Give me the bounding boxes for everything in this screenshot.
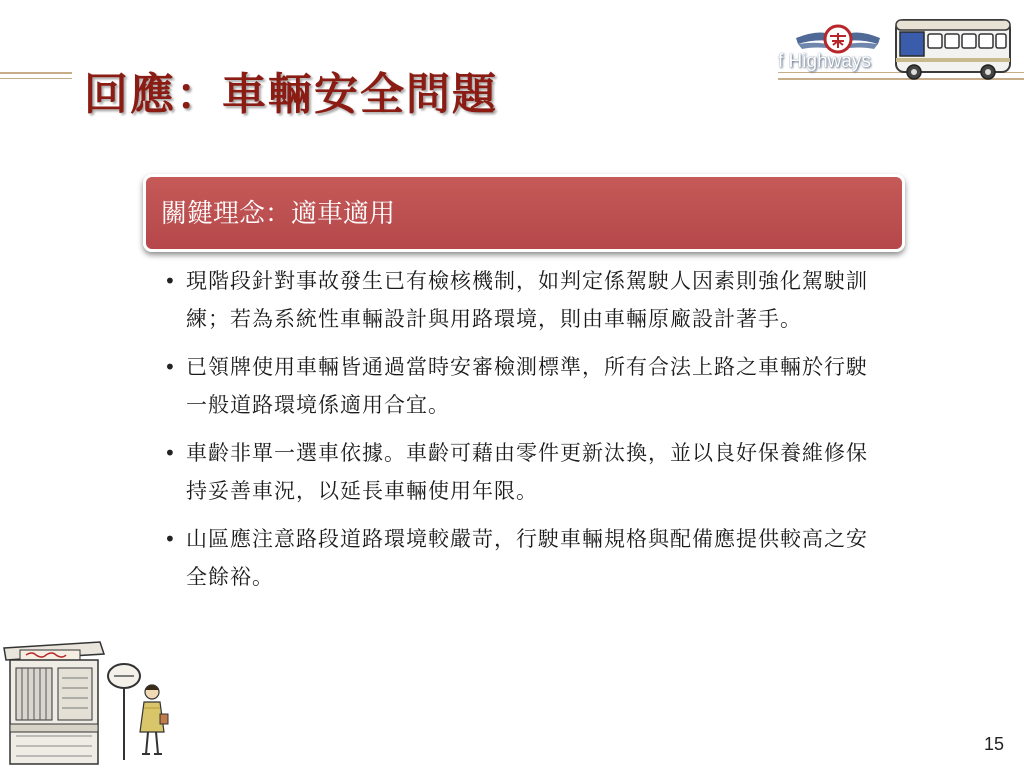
bullet-dot-icon: • bbox=[164, 269, 176, 293]
bullet-dot-icon: • bbox=[164, 355, 176, 379]
bullet-text: 山區應注意路段道路環境較嚴苛，行駛車輛規格與配備應提供較高之安全餘裕。 bbox=[186, 527, 868, 589]
slide-title: 回應：車輛安全問題 bbox=[84, 69, 498, 120]
list-item bbox=[158, 434, 888, 510]
bullet-text: 現階段針對事故發生已有檢核機制，如判定係駕駛人因素則強化駕駛訓練；若為系統性車輛設計與用路環境，則由車輛原廠設計著手。 bbox=[186, 269, 868, 331]
header-rule-left-thin bbox=[0, 78, 72, 79]
list-item bbox=[158, 520, 888, 596]
logo-text: f Highways bbox=[778, 51, 871, 72]
bullet-text: 已領牌使用車輛皆通過當時安審檢測標準，所有合法上路之車輛於行駛一般道路環境係適用合宜。 bbox=[186, 355, 868, 417]
key-concept-box bbox=[143, 174, 905, 252]
key-concept-label: 關鍵理念：適車適用 bbox=[161, 199, 396, 229]
bullet-dot-icon: • bbox=[164, 441, 176, 465]
list-item bbox=[158, 262, 888, 338]
list-item bbox=[158, 348, 888, 424]
bullet-text: 車齡非單一選車依據。車齡可藉由零件更新汰換，並以良好保養維修保持妥善車況，以延長車輛使用年限。 bbox=[186, 441, 868, 503]
ticket-booth-graphic bbox=[0, 628, 180, 768]
ticket-booth-illustration bbox=[0, 628, 180, 768]
bullet-list bbox=[158, 262, 888, 606]
header-rule-left bbox=[0, 72, 72, 74]
highways-logo bbox=[776, 14, 1024, 80]
bullet-dot-icon: • bbox=[164, 527, 176, 551]
page-number: 15 bbox=[984, 734, 1005, 754]
